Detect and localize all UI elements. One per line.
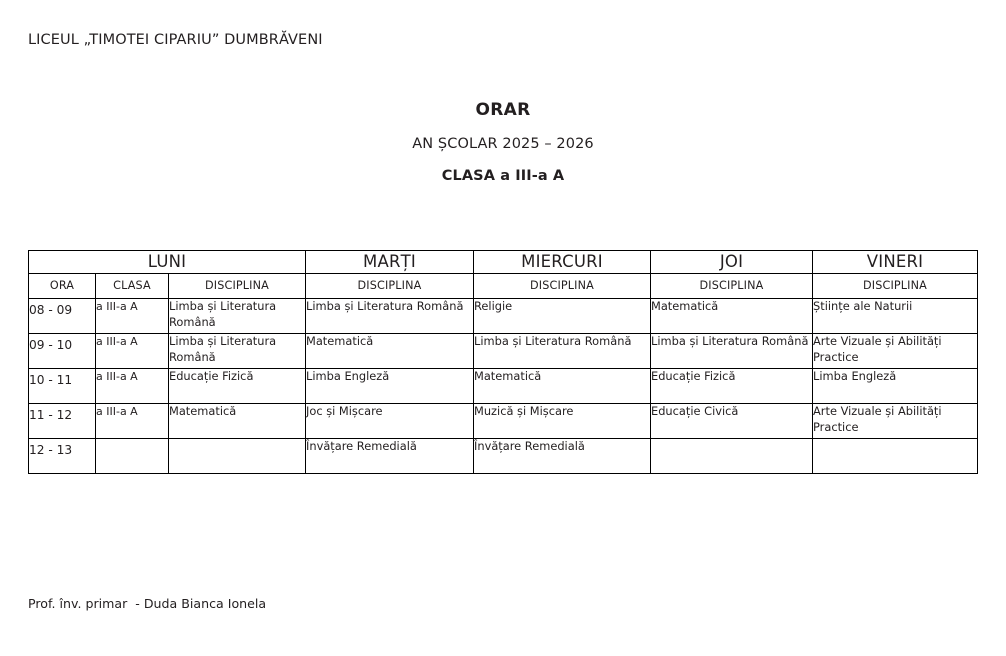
cell-joi: Matematică — [651, 299, 813, 334]
cell-joi: Educație Fizică — [651, 369, 813, 404]
cell-clasa: a III-a A — [96, 369, 169, 404]
cell-marti: Joc și Mișcare — [306, 404, 474, 439]
column-header-ora: ORA — [29, 274, 96, 299]
column-header-disciplina-luni: DISCIPLINA — [169, 274, 306, 299]
cell-ora: 09 - 10 — [29, 334, 96, 369]
cell-marti: Limba și Literatura Română — [306, 299, 474, 334]
cell-marti: Învățare Remedială — [306, 439, 474, 474]
cell-miercuri: Limba și Literatura Română — [474, 334, 651, 369]
school-year-label: AN ȘCOLAR 2025 – 2026 — [412, 136, 594, 152]
cell-vineri: Limba Engleză — [813, 369, 978, 404]
cell-luni: Educație Fizică — [169, 369, 306, 404]
day-header-row — [29, 251, 978, 274]
table-row — [29, 439, 978, 474]
cell-vineri: Arte Vizuale și Abilități Practice — [813, 404, 978, 439]
cell-marti: Limba Engleză — [306, 369, 474, 404]
column-header-clasa: CLASA — [96, 274, 169, 299]
cell-clasa: a III-a A — [96, 299, 169, 334]
cell-luni: Limba și Literatura Română — [169, 334, 306, 369]
day-header-vineri: VINERI — [813, 251, 978, 274]
teacher-signature: Prof. înv. primar - Duda Bianca Ionela — [28, 596, 267, 611]
cell-miercuri: Religie — [474, 299, 651, 334]
day-header-miercuri: MIERCURI — [474, 251, 651, 274]
cell-ora: 08 - 09 — [29, 299, 96, 334]
cell-clasa: a III-a A — [96, 404, 169, 439]
cell-clasa — [96, 439, 169, 474]
class-label: CLASA a III-a A — [441, 168, 565, 184]
page-title: ORAR — [475, 100, 531, 120]
cell-joi: Educație Civică — [651, 404, 813, 439]
cell-miercuri: Muzică și Mișcare — [474, 404, 651, 439]
column-header-disciplina-miercuri: DISCIPLINA — [474, 274, 651, 299]
cell-ora: 11 - 12 — [29, 404, 96, 439]
table-row — [29, 334, 978, 369]
timetable — [28, 250, 978, 474]
cell-miercuri: Matematică — [474, 369, 651, 404]
school-name: LICEUL „TIMOTEI CIPARIU” DUMBRĂVENI — [28, 32, 323, 48]
cell-luni — [169, 439, 306, 474]
cell-vineri: Arte Vizuale și Abilități Practice — [813, 334, 978, 369]
column-header-disciplina-vineri: DISCIPLINA — [813, 274, 978, 299]
cell-vineri — [813, 439, 978, 474]
cell-luni: Matematică — [169, 404, 306, 439]
table-row — [29, 369, 978, 404]
cell-ora: 12 - 13 — [29, 439, 96, 474]
column-header-disciplina-marti: DISCIPLINA — [306, 274, 474, 299]
cell-clasa: a III-a A — [96, 334, 169, 369]
day-header-luni: LUNI — [29, 251, 306, 274]
column-header-disciplina-joi: DISCIPLINA — [651, 274, 813, 299]
cell-luni: Limba și Literatura Română — [169, 299, 306, 334]
table-row — [29, 299, 978, 334]
day-header-marti: MARȚI — [306, 251, 474, 274]
day-header-joi: JOI — [651, 251, 813, 274]
sub-header-row — [29, 274, 978, 299]
table-row — [29, 404, 978, 439]
cell-marti: Matematică — [306, 334, 474, 369]
cell-joi — [651, 439, 813, 474]
cell-miercuri: Învățare Remedială — [474, 439, 651, 474]
cell-joi: Limba și Literatura Română — [651, 334, 813, 369]
document-titles — [28, 100, 978, 184]
cell-vineri: Științe ale Naturii — [813, 299, 978, 334]
cell-ora: 10 - 11 — [29, 369, 96, 404]
